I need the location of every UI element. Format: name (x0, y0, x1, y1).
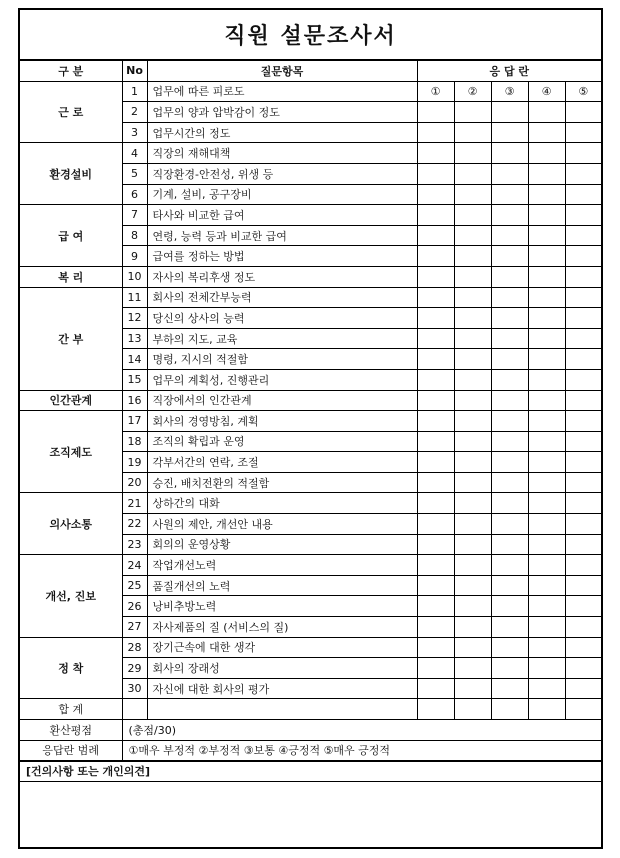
question-number: 16 (122, 390, 147, 411)
question-row (20, 390, 601, 411)
category-cell: 의사소통 (20, 493, 122, 555)
question-number: 22 (122, 514, 147, 535)
question-text: 타사와 비교한 급여 (147, 205, 417, 226)
answer-cell-2[interactable] (454, 472, 491, 493)
answer-cell-2[interactable] (454, 102, 491, 123)
answer-cell-2[interactable] (454, 575, 491, 596)
question-number: 15 (122, 369, 147, 390)
answer-cell-2[interactable] (454, 637, 491, 658)
answer-cell-4[interactable] (528, 308, 565, 329)
answer-cell-4[interactable] (528, 369, 565, 390)
question-number: 24 (122, 555, 147, 576)
question-text: 각부서간의 연락, 조절 (147, 452, 417, 473)
suggestions-label: [건의사항 또는 개인의견] (20, 761, 601, 781)
answer-cell-3[interactable] (491, 122, 528, 143)
header-category: 구 분 (20, 61, 122, 81)
answer-cell-5[interactable] (565, 431, 601, 452)
answer-cell-5[interactable] (565, 617, 601, 638)
answer-cell-4[interactable] (528, 452, 565, 473)
total-row (20, 699, 601, 720)
answer-cell-3[interactable] (491, 143, 528, 164)
answer-cell-1[interactable] (417, 411, 454, 432)
answer-cell-5[interactable] (565, 225, 601, 246)
question-text: 자신에 대한 회사의 평가 (147, 678, 417, 699)
question-text: 승진, 배치전환의 적절함 (147, 472, 417, 493)
answer-cell-5[interactable] (565, 514, 601, 535)
answer-cell-1[interactable] (417, 308, 454, 329)
answer-cell-5[interactable] (565, 369, 601, 390)
question-number: 10 (122, 266, 147, 287)
answer-cell-4[interactable] (528, 431, 565, 452)
answer-cell-5[interactable] (565, 246, 601, 267)
answer-cell-4[interactable] (528, 555, 565, 576)
question-row (20, 81, 601, 102)
answer-cell-1[interactable] (417, 184, 454, 205)
answer-cell-1[interactable] (417, 143, 454, 164)
answer-cell-1[interactable] (417, 205, 454, 226)
answer-cell-4[interactable] (528, 390, 565, 411)
answer-cell-3[interactable] (491, 328, 528, 349)
question-text: 자사제품의 질 (서비스의 질) (147, 617, 417, 638)
answer-cell-2[interactable] (454, 143, 491, 164)
answer-cell-2[interactable] (454, 617, 491, 638)
answer-cell-2[interactable] (454, 555, 491, 576)
question-text: 낭비추방노력 (147, 596, 417, 617)
answer-cell-2[interactable] (454, 246, 491, 267)
answer-cell-2[interactable] (454, 205, 491, 226)
answer-cell-4[interactable] (528, 287, 565, 308)
question-number: 25 (122, 575, 147, 596)
document-title: 직원 설문조사서 (20, 10, 601, 61)
question-number: 23 (122, 534, 147, 555)
question-text: 부하의 지도, 교육 (147, 328, 417, 349)
question-row (20, 637, 601, 658)
answer-cell-2[interactable] (454, 452, 491, 473)
question-text: 업무시간의 정도 (147, 122, 417, 143)
question-text: 조직의 확립과 운영 (147, 431, 417, 452)
answer-cell-5[interactable] (565, 493, 601, 514)
answer-cell-5[interactable]: ⑤ (565, 81, 601, 102)
answer-cell-2[interactable] (454, 678, 491, 699)
answer-cell-4[interactable] (528, 534, 565, 555)
answer-cell-4[interactable] (528, 658, 565, 679)
header-no: No (122, 61, 147, 81)
answer-cell-1[interactable] (417, 328, 454, 349)
question-number: 4 (122, 143, 147, 164)
answer-cell-4[interactable] (528, 143, 565, 164)
answer-cell-5[interactable] (565, 287, 601, 308)
total-cell-2[interactable] (454, 699, 491, 720)
answer-cell-2[interactable] (454, 349, 491, 370)
answer-cell-5[interactable] (565, 658, 601, 679)
question-number: 2 (122, 102, 147, 123)
question-number: 1 (122, 81, 147, 102)
question-text: 회사의 장래성 (147, 658, 417, 679)
answer-cell-4[interactable] (528, 514, 565, 535)
question-number: 17 (122, 411, 147, 432)
answer-cell-2[interactable]: ② (454, 81, 491, 102)
question-number: 29 (122, 658, 147, 679)
answer-cell-4[interactable] (528, 205, 565, 226)
answer-cell-5[interactable] (565, 308, 601, 329)
question-number: 30 (122, 678, 147, 699)
answer-cell-2[interactable] (454, 308, 491, 329)
question-row (20, 287, 601, 308)
answer-cell-2[interactable] (454, 431, 491, 452)
answer-cell-1[interactable] (417, 246, 454, 267)
question-number: 3 (122, 122, 147, 143)
question-text: 상하간의 대화 (147, 493, 417, 514)
answer-cell-1[interactable] (417, 575, 454, 596)
answer-cell-4[interactable] (528, 493, 565, 514)
question-text: 연령, 능력 등과 비교한 급여 (147, 225, 417, 246)
answer-cell-5[interactable] (565, 143, 601, 164)
question-text: 업무의 양과 압박감이 정도 (147, 102, 417, 123)
question-text: 품질개선의 노력 (147, 575, 417, 596)
total-cell-5[interactable] (565, 699, 601, 720)
question-text: 회사의 전체간부능력 (147, 287, 417, 308)
legend-text: ①매우 부정적 ②부정적 ③보통 ④긍정적 ⑤매우 긍정적 (122, 740, 601, 761)
answer-cell-2[interactable] (454, 390, 491, 411)
total-blank-cell (147, 699, 417, 720)
answer-cell-3[interactable] (491, 369, 528, 390)
question-row (20, 143, 601, 164)
total-label: 합 계 (20, 699, 122, 720)
answer-cell-4[interactable] (528, 349, 565, 370)
answer-cell-3[interactable] (491, 225, 528, 246)
score-value[interactable]: (총점/30) (122, 720, 601, 741)
answer-cell-3[interactable] (491, 514, 528, 535)
answer-cell-1[interactable] (417, 390, 454, 411)
suggestions-textarea[interactable] (20, 781, 601, 822)
answer-cell-5[interactable] (565, 472, 601, 493)
answer-cell-2[interactable] (454, 534, 491, 555)
answer-cell-2[interactable] (454, 122, 491, 143)
question-text: 당신의 상사의 능력 (147, 308, 417, 329)
question-number: 5 (122, 163, 147, 184)
answer-cell-5[interactable] (565, 163, 601, 184)
answer-cell-2[interactable] (454, 163, 491, 184)
answer-cell-5[interactable] (565, 452, 601, 473)
question-number: 20 (122, 472, 147, 493)
answer-cell-4[interactable] (528, 102, 565, 123)
question-text: 직장환경-안전성, 위생 등 (147, 163, 417, 184)
answer-cell-5[interactable] (565, 266, 601, 287)
answer-cell-3[interactable] (491, 390, 528, 411)
answer-cell-5[interactable] (565, 328, 601, 349)
question-number: 14 (122, 349, 147, 370)
answer-cell-2[interactable] (454, 266, 491, 287)
answer-cell-4[interactable] (528, 617, 565, 638)
question-number: 18 (122, 431, 147, 452)
answer-cell-3[interactable] (491, 555, 528, 576)
answer-cell-1[interactable] (417, 472, 454, 493)
answer-cell-3[interactable] (491, 617, 528, 638)
question-number: 21 (122, 493, 147, 514)
answer-cell-3[interactable] (491, 472, 528, 493)
total-cell-1[interactable] (417, 699, 454, 720)
answer-cell-5[interactable] (565, 102, 601, 123)
score-row (20, 720, 601, 741)
answer-cell-3[interactable] (491, 308, 528, 329)
category-cell: 간 부 (20, 287, 122, 390)
question-number: 6 (122, 184, 147, 205)
question-text: 급여를 정하는 방법 (147, 246, 417, 267)
answer-cell-3[interactable] (491, 287, 528, 308)
question-number: 9 (122, 246, 147, 267)
answer-cell-5[interactable] (565, 390, 601, 411)
answer-cell-4[interactable] (528, 596, 565, 617)
question-text: 사원의 제안, 개선안 내용 (147, 514, 417, 535)
answer-cell-1[interactable] (417, 658, 454, 679)
answer-cell-3[interactable] (491, 452, 528, 473)
answer-cell-1[interactable] (417, 596, 454, 617)
question-text: 회사의 경영방침, 계획 (147, 411, 417, 432)
question-text: 명령, 지시의 적절함 (147, 349, 417, 370)
answer-cell-5[interactable] (565, 411, 601, 432)
answer-cell-4[interactable] (528, 575, 565, 596)
answer-cell-4[interactable] (528, 163, 565, 184)
answer-cell-1[interactable]: ① (417, 81, 454, 102)
answer-cell-5[interactable] (565, 555, 601, 576)
answer-cell-3[interactable] (491, 658, 528, 679)
answer-cell-3[interactable] (491, 575, 528, 596)
answer-cell-1[interactable] (417, 534, 454, 555)
answer-cell-2[interactable] (454, 596, 491, 617)
total-cell-4[interactable] (528, 699, 565, 720)
question-text: 업무의 계획성, 진행관리 (147, 369, 417, 390)
answer-cell-1[interactable] (417, 349, 454, 370)
survey-sheet (18, 8, 603, 849)
answer-cell-1[interactable] (417, 163, 454, 184)
question-number: 12 (122, 308, 147, 329)
question-text: 직장에서의 인간관계 (147, 390, 417, 411)
answer-cell-3[interactable] (491, 637, 528, 658)
answer-cell-4[interactable] (528, 637, 565, 658)
header-question: 질문항목 (147, 61, 417, 81)
answer-cell-1[interactable] (417, 431, 454, 452)
answer-cell-5[interactable] (565, 122, 601, 143)
total-cell-3[interactable] (491, 699, 528, 720)
question-text: 업무에 따른 피로도 (147, 81, 417, 102)
answer-cell-2[interactable] (454, 514, 491, 535)
answer-cell-1[interactable] (417, 493, 454, 514)
answer-cell-2[interactable] (454, 328, 491, 349)
answer-cell-1[interactable] (417, 452, 454, 473)
legend-row (20, 740, 601, 761)
answer-cell-2[interactable] (454, 411, 491, 432)
answer-cell-1[interactable] (417, 287, 454, 308)
question-row (20, 555, 601, 576)
answer-cell-5[interactable] (565, 349, 601, 370)
question-row (20, 493, 601, 514)
answer-cell-1[interactable] (417, 369, 454, 390)
answer-cell-4[interactable] (528, 225, 565, 246)
category-cell: 인간관계 (20, 390, 122, 411)
question-number: 13 (122, 328, 147, 349)
answer-cell-5[interactable] (565, 184, 601, 205)
total-no-cell (122, 699, 147, 720)
answer-cell-3[interactable] (491, 349, 528, 370)
answer-cell-4[interactable] (528, 246, 565, 267)
question-number: 19 (122, 452, 147, 473)
answer-cell-3[interactable] (491, 678, 528, 699)
question-text: 회의의 운영상황 (147, 534, 417, 555)
answer-cell-2[interactable] (454, 369, 491, 390)
answer-cell-4[interactable] (528, 328, 565, 349)
answer-cell-4[interactable]: ④ (528, 81, 565, 102)
answer-cell-3[interactable] (491, 266, 528, 287)
question-number: 11 (122, 287, 147, 308)
answer-cell-1[interactable] (417, 555, 454, 576)
question-number: 8 (122, 225, 147, 246)
answer-cell-4[interactable] (528, 472, 565, 493)
question-row (20, 411, 601, 432)
answer-cell-1[interactable] (417, 122, 454, 143)
answer-cell-5[interactable] (565, 637, 601, 658)
answer-cell-5[interactable] (565, 534, 601, 555)
answer-cell-1[interactable] (417, 266, 454, 287)
answer-cell-4[interactable] (528, 678, 565, 699)
answer-cell-3[interactable] (491, 246, 528, 267)
header-answer: 응 답 란 (417, 61, 601, 81)
question-number: 28 (122, 637, 147, 658)
question-text: 직장의 재해대책 (147, 143, 417, 164)
answer-cell-2[interactable] (454, 493, 491, 514)
answer-cell-2[interactable] (454, 658, 491, 679)
category-cell: 급 여 (20, 205, 122, 267)
answer-cell-5[interactable] (565, 205, 601, 226)
answer-cell-5[interactable] (565, 596, 601, 617)
answer-cell-2[interactable] (454, 225, 491, 246)
answer-cell-4[interactable] (528, 266, 565, 287)
answer-cell-1[interactable] (417, 102, 454, 123)
category-cell: 복 리 (20, 266, 122, 287)
answer-cell-3[interactable] (491, 534, 528, 555)
question-number: 7 (122, 205, 147, 226)
question-text: 기계, 설비, 공구장비 (147, 184, 417, 205)
category-cell: 개선, 진보 (20, 555, 122, 637)
survey-table (20, 61, 601, 761)
question-text: 장기근속에 대한 생각 (147, 637, 417, 658)
answer-cell-4[interactable] (528, 411, 565, 432)
answer-cell-1[interactable] (417, 637, 454, 658)
answer-cell-2[interactable] (454, 287, 491, 308)
answer-cell-3[interactable] (491, 163, 528, 184)
answer-cell-3[interactable] (491, 184, 528, 205)
question-number: 26 (122, 596, 147, 617)
answer-cell-3[interactable] (491, 102, 528, 123)
answer-cell-5[interactable] (565, 678, 601, 699)
answer-cell-5[interactable] (565, 575, 601, 596)
question-row (20, 266, 601, 287)
category-cell: 조직제도 (20, 411, 122, 493)
answer-cell-1[interactable] (417, 225, 454, 246)
question-text: 자사의 복리후생 정도 (147, 266, 417, 287)
category-cell: 정 착 (20, 637, 122, 699)
answer-cell-1[interactable] (417, 514, 454, 535)
answer-cell-3[interactable] (491, 205, 528, 226)
legend-label: 응답란 범례 (20, 740, 122, 761)
answer-cell-3[interactable] (491, 431, 528, 452)
question-number: 27 (122, 617, 147, 638)
category-cell: 환경설비 (20, 143, 122, 205)
category-cell: 근 로 (20, 81, 122, 143)
answer-cell-4[interactable] (528, 122, 565, 143)
score-label: 환산평점 (20, 720, 122, 741)
answer-cell-1[interactable] (417, 617, 454, 638)
answer-cell-3[interactable] (491, 596, 528, 617)
answer-cell-4[interactable] (528, 184, 565, 205)
question-text: 작업개선노력 (147, 555, 417, 576)
question-row (20, 205, 601, 226)
answer-cell-1[interactable] (417, 678, 454, 699)
table-header-row (20, 61, 601, 81)
answer-cell-3[interactable]: ③ (491, 81, 528, 102)
answer-cell-2[interactable] (454, 184, 491, 205)
answer-cell-3[interactable] (491, 411, 528, 432)
answer-cell-3[interactable] (491, 493, 528, 514)
